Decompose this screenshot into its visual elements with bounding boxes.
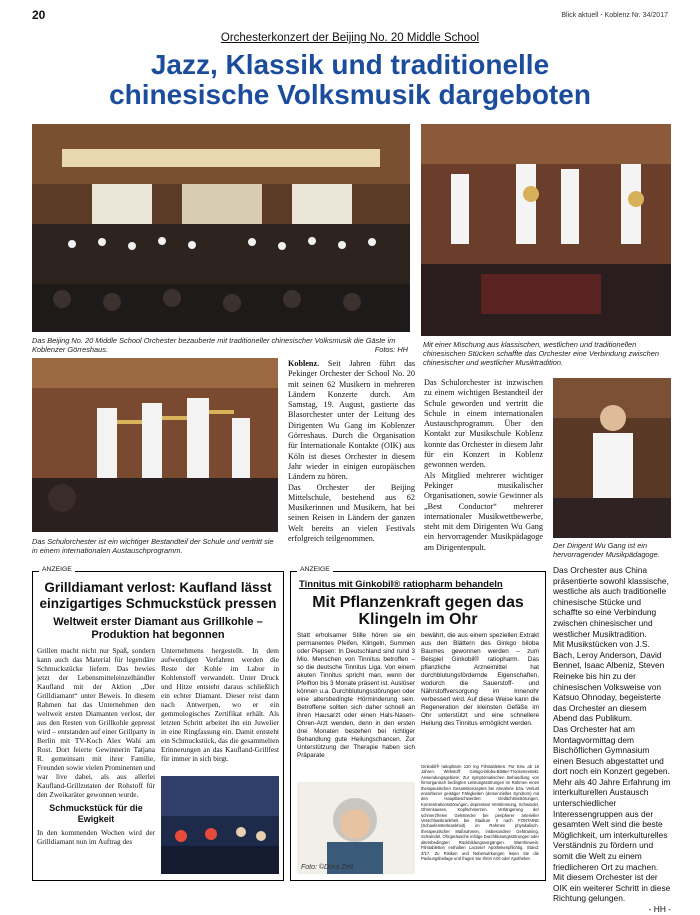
page-number: 20 bbox=[32, 8, 46, 22]
article-paragraph-5: Das Orchester aus China präsentierte sowohl klassische, westliche als auch traditionelle chinesische Stücke und schaffte so eine Verbindung zwischen chinesischer und westlicher Musiktradition. bbox=[553, 565, 669, 639]
ad-kaufland-subhead: Schmuckstück für die Ewigkeit bbox=[49, 803, 143, 824]
article-paragraph-1-text: Seit Jahren führt das Pekinger Orchester der School No. 20 mit seinen 62 Musikern in mehreren Ländern Konzerte durch. Am Samstag, 19. August, gastierte das Blasorchester unter der Leitung des Dirigenten Wu Gang im Koblenzer Görreshaus. Durch die Organisation für Internationale Kontakte (OIK) aus Köln ist dieses Orchester in diesem Jahr wieder in einigen europäischen Ländern zu hören. bbox=[288, 359, 416, 482]
article-paragraph-6: Mit Musikstücken von J.S. Bach, Leroy Anderson, David Bennet, Isaac Albeniz, Steven Reineke bis hin zu der chinesischen Volksweise von Katsuo Ohnoday, begeisterte das Orchester an diesem Abend das Publikum. bbox=[553, 639, 665, 724]
ad-ginkobil-title: Mit Pflanzenkraft gegen das Klingeln im Ohr bbox=[312, 594, 524, 628]
brass-players-image bbox=[421, 124, 671, 336]
article-column-2 bbox=[424, 378, 543, 553]
article-paragraph-3: Das Schulorchester ist inzwischen zu einem wichtigen Bestandteil der Schule geworden und vertritt die Schule in einem internationalen Austauschprogramm. Über den Kontakt zur Musikschule Koblenz konnte das Orchester in diesem Jahr für ein Konzert in Koblenz gewonnen werden. bbox=[424, 378, 543, 470]
headline-line-2: chinesische Volksmusik dargeboten bbox=[109, 79, 591, 110]
kaufland-event-image bbox=[161, 776, 279, 874]
ad-kaufland bbox=[32, 566, 284, 881]
article-column-1 bbox=[288, 359, 415, 544]
ad-ginkobil-column-1: Statt erholsamer Stille hören sie ein permanentes Pfeifen, Klingeln, Summen oder Piepsen: In Deutschland sind rund 3 Mio. Menschen von Tinnitus betroffen – so die deutsche Tinnitus Liga. Von einem akuten Tinnitus spricht man, wenn der Pfeifton bis 3 Monate präsent ist. Auslöser können u.a. Durchblutungsstörungen oder eine altersbedingte Hörminderung sein. Betroffene sollten sich daher schnell an ihren Hausarzt oder einen Hals-Nasen-Ohren-Arzt wenden, denn in den ersten drei Monaten bestehen bei richtiger Behandlung gute Heilungschancen. Zur Unterstützung der Therapie haben sich Präparate bbox=[297, 632, 415, 759]
ad-kaufland-subtitle: Weltweit erster Diamant aus Grillkohle – Produktion hat begonnen bbox=[53, 616, 263, 641]
article-paragraph-4: Als Mitglied mehrerer wichtiger Pekinger musikalischer Organisationen, sowie Gewinner als „Best Conductor“ mehrerer internationaler Musikwettbewerbe, steht mit dem Dirigenten Wu Gang ein hervorragender Musikpädagoge am Dirigentenpult. bbox=[424, 470, 543, 552]
photo-brass-players bbox=[421, 124, 671, 336]
article-kicker: Orchesterkonzert der Beijing No. 20 Middle School bbox=[220, 32, 480, 44]
caption-photo-1-text: Das Beijing No. 20 Middle School Orchester bezauberte mit traditioneller chinesischer Volksmusik die Gäste im Koblenzer Görreshaus. bbox=[32, 336, 396, 354]
trumpet-section-image bbox=[32, 358, 278, 532]
article-headline bbox=[40, 50, 660, 110]
orchestra-hall-image bbox=[32, 124, 410, 332]
ad-ginkobil-kicker: Tinnitus mit Ginkobil® ratiopharm behandeln bbox=[299, 579, 503, 590]
article-paragraph-8: Mehr als 40 Jahre Erfahrung im interkulturellen Austausch unterschiedlicher Interessengruppen aus der gesamten Welt sind die beste Möglichkeit, um interkulturelles Verständnis zu fördern und somit die Welt zu einem friedlicheren Ort zu machen. bbox=[553, 776, 671, 872]
ad-ginkobil-tag: ANZEIGE bbox=[297, 566, 333, 573]
ad-kaufland-title: Grilldiamant verlost: Kaufland lässt einzigartiges Schmuckstück pressen bbox=[39, 580, 277, 611]
caption-photo-3: Das Schulorchester ist ein wichtiger Bestandteil der Schule und vertritt sie in einem internationalen Austauschprogramm. bbox=[32, 537, 274, 555]
article-paragraph-9: Mit diesem Orchester ist der OIK ein weiterer Schritt in diese Richtung gelungen. bbox=[553, 872, 671, 904]
article-column-3 bbox=[553, 565, 671, 915]
caption-photo-2: Mit einer Mischung aus klassischen, westlichen und traditionellen chinesischen Stücken schaffte das Orchester eine Verbindung zwischen chinesischer und westlicher Musiktradition. bbox=[423, 340, 659, 367]
photo-conductor bbox=[553, 378, 671, 538]
article-signoff: - HH - bbox=[648, 904, 671, 914]
ad-kaufland-text-2: In den kommenden Wochen wird der Grilldiamant nun im Auftrag des bbox=[37, 828, 155, 846]
woman-portrait-image bbox=[297, 782, 415, 874]
article-paragraph-1 bbox=[288, 359, 415, 483]
caption-photo-1-credit: Fotos: HH bbox=[374, 345, 408, 354]
article-dateline: Koblenz. bbox=[288, 359, 320, 368]
ad-kaufland-photo bbox=[161, 776, 279, 874]
photo-orchestra-hall bbox=[32, 124, 410, 332]
ad-kaufland-column-1 bbox=[37, 646, 155, 846]
issue-label: Blick aktuell - Koblenz Nr. 34/2017 bbox=[561, 12, 668, 19]
ad-ginkobil-photo bbox=[297, 782, 415, 874]
caption-photo-4: Der Dirigent Wu Gang ist ein hervorragender Musikpädagoge. bbox=[553, 541, 660, 559]
ad-ginkobil-photo-credit: Foto: ©Dora Zett bbox=[301, 864, 354, 871]
ad-kaufland-column-2: Unternehmens hergestellt. In dem aufwendigen Verfahren werden die Reste der Kohle im Labor in Kohlenstoff verwandelt. Unter Druck und Hitze entsteht daraus schließlich ein echter Diamant. Dieser reist dann nach Antwerpen, wo er ein gemmologisches Zertifikat erhält. Als letzten Schritt arbeitet ihn ein Juwelier in eine Ringfassung ein. Damit entsteht ein Schmuckstück, das die gesammelten Erinnerungen an das Kaufland-Grillfest für immer in sich birgt. bbox=[161, 646, 279, 763]
caption-photo-1 bbox=[32, 336, 408, 354]
conductor-image bbox=[553, 378, 671, 538]
ad-ginkobil-column-2: bewährt, die aus einem speziellen Extrakt aus den Blättern des Ginkgo biloba Baumes gewonnen werden – zum Beispiel Ginkobil® ratiopharm. Das pflanzliche Arzneimittel hat durchblutungsfördernde Eigenschaften, wodurch die Sauerstoff- und Nährstoffversorgung im Innenohr verbessert wird. Auf diese Weise kann die Regeneration der kleinsten Gefäße im Ohr unterstützt und eine schnellere Heilung des Tinnitus ermöglicht werden. bbox=[421, 632, 539, 727]
headline-line-1: Jazz, Klassik und traditionelle bbox=[150, 49, 550, 80]
article-paragraph-7: Das Orchester hat am Montagvormittag dem Bischöflichen Gymnasium einen Besuch abgestattet und dort noch ein Konzert gegeben. bbox=[553, 723, 670, 777]
photo-trumpet-section bbox=[32, 358, 278, 532]
ad-ginkobil bbox=[290, 566, 546, 881]
ad-kaufland-text-1: Grillen macht nicht nur Spaß, sondern kann auch das Material für legendäre Schmuckstücke liefern. Das bewies jetzt der Lebensmitteleinzelhändler Kaufland mit der Aktion „Der Grilldiamant“ unter Beweis. In diesem Rahmen hat das Unternehmen den weltweit ersten Diamanten verlost, der aus den Resten von Grillkohle gepresst wird – entstanden auf einer Grillparty in Berlin mit TV-Koch Alex Wahi am Rost. Dort feierte Gewinnerin Tatjana R. gemeinsam mit ihrer Familie, Freunden sowie vielen Prominenten und war live dabei, als aus allerlei Kaufland-Grillzutaten der Rohstoff für den Zweikaräter gewonnen wurde. bbox=[37, 646, 155, 799]
article-paragraph-2: Das Orchester der Beijing Mittelschule, bestehend aus 62 Musikerinnen und Musikern, hat bei seinen Reisen in Ländern der ganzen Welt bereits an vielen Festivals erfolgreich teilgenommen. bbox=[288, 482, 415, 544]
ad-ginkobil-fineprint: Ginkobil® ratiopharm 120 mg Filmtabletten. Für Erw. ab 18 Jahren. Wirkstoff: Ginkgo-biloba-Blätter-Trockenextrakt. Anwendungsgebiete: Zur symptomatischen Behandlung von hirnorganisch bedingten Leistungsstörungen im Rahmen eines therapeutischen Gesamtkonzeptes bei Abnahme bzw. Verlust erworbener geistiger Fähigkeiten (demenzielles Syndrom) mit den Hauptbeschwerden: Gedächtnisstörungen, Konzentrationsstörungen, depressive Verstimmung, Schwindel, Ohrensausen, Kopfschmerzen. Verlängerung der schmerzfreien Gehstrecke bei peripherer arterieller Verschlusskrankheit bei Stadium II nach FONTAINE (Schaufensterkrankheit) im Rahmen physikalisch-therapeutischer Maßnahmen, insbesondere Gehtraining. Schwindel, Ohrgeräusche infolge Durchblutungsstörungen oder altersbedingten Rückbildungsvorgängen. Warnhinweis: Filmtabletten enthalten Lactose! Apothekenpflichtig. Stand: 3/17. Zu Risiken und Nebenwirkungen lesen Sie die Packungsbeilage und fragen Sie Ihren Arzt oder Apotheker. bbox=[421, 764, 539, 861]
ad-kaufland-tag: ANZEIGE bbox=[39, 566, 75, 573]
